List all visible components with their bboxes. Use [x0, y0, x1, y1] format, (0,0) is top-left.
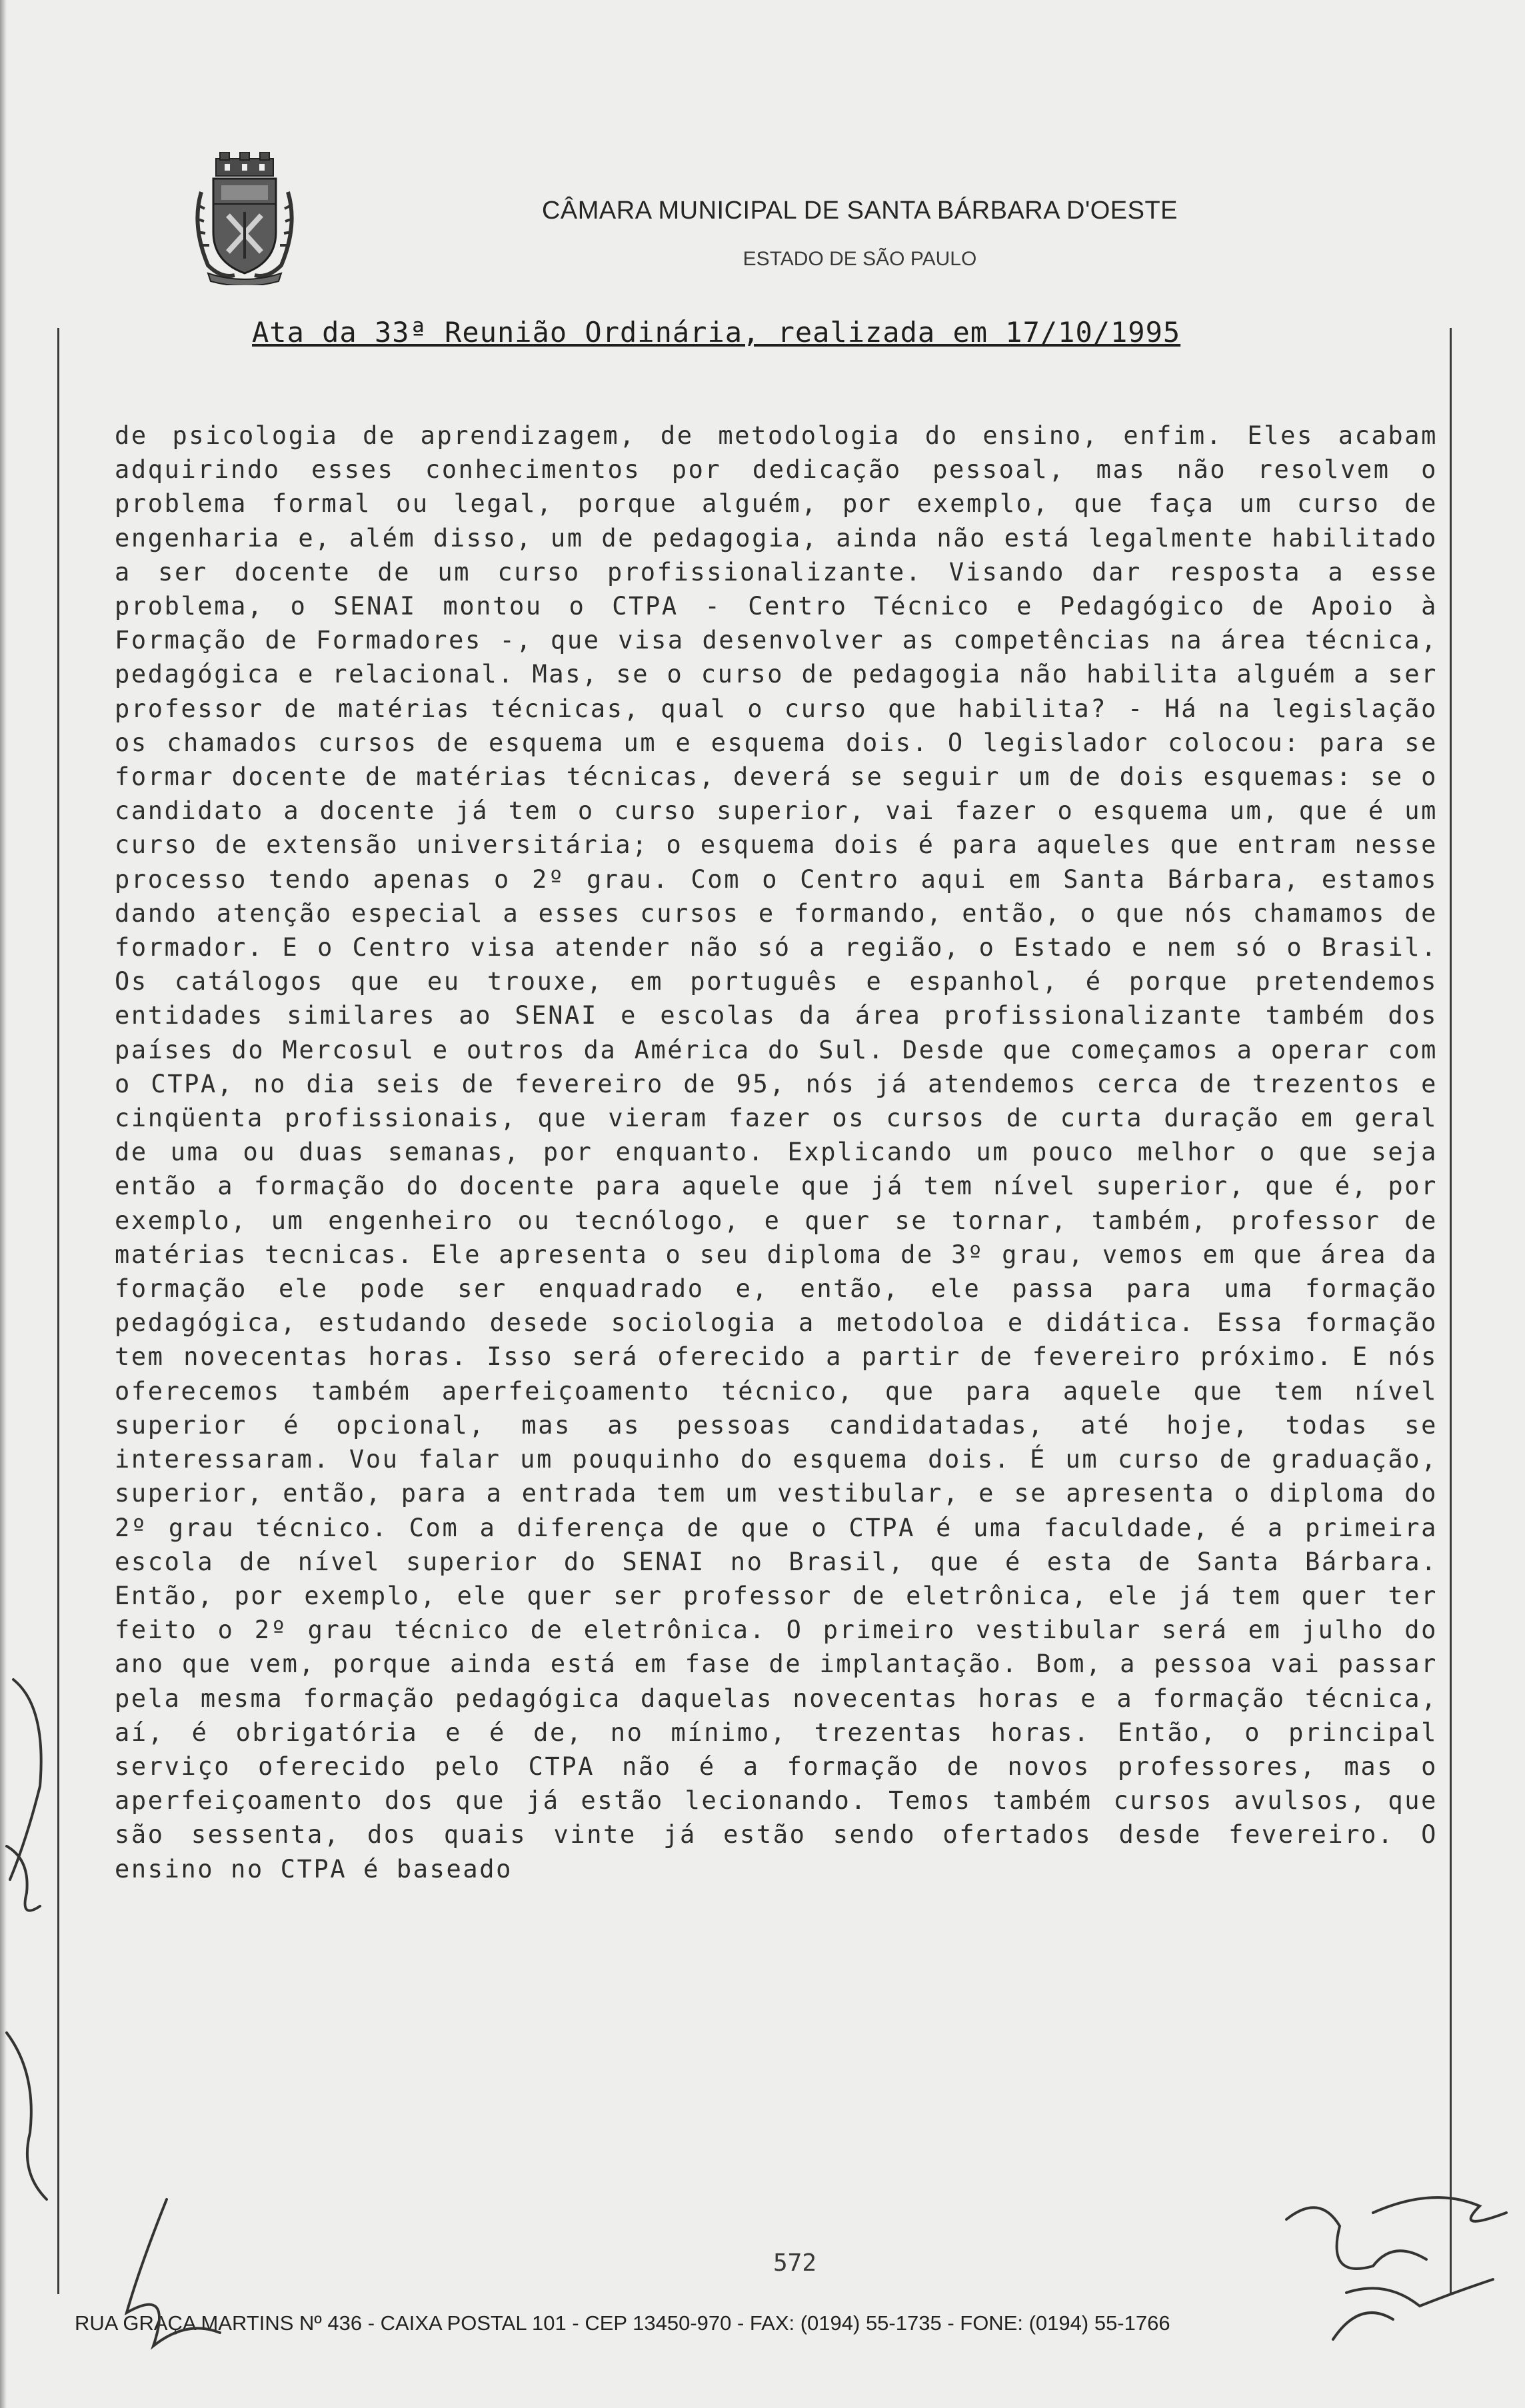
bottom-right-signature-1	[1286, 2207, 1426, 2269]
minutes-title: Ata da 33ª Reunião Ordinária, realizada em 17/10/1995	[252, 316, 1181, 349]
bottom-right-signature-3	[1346, 2279, 1493, 2306]
right-margin-rule	[1450, 328, 1452, 2294]
bottom-right-signature-2	[1373, 2197, 1506, 2221]
minutes-body-text: de psicologia de aprendizagem, de metodologia do ensino, enfim. Eles acabam adquirindo esses conhecimentos por dedicação pessoal, mas não resolvem o problema formal ou legal, porque alguém, por exemplo, que faça um curso de engenharia e, além disso, um de pedagogia, ainda não está legalmente habilitado a ser docente de um curso profissionalizante. Visando dar resposta a esse problema, o SENAI montou o CTPA - Centro Técnico e Pedagógico de Apoio à Formação de Formadores -, que visa desenvolver as competências na área técnica, pedagógica e relacional. Mas, se o curso de pedagogia não habilita alguém a ser professor de matérias técnicas, qual o curso que habilita? - Há na legislação os chamados cursos de esquema um e esquema dois. O legislador colocou: para se formar docente de matérias técnicas, deverá se seguir um de dois esquemas: se o candidato a docente já tem o curso superior, vai fazer o esquema um, que é um curso de extensão universitária; o esquema dois é para aqueles que entram nesse processo tendo apenas o 2º grau. Com o Centro aqui em Santa Bárbara, estamos dando atenção especial a esses cursos e formando, então, o que nós chamamos de formador. E o Centro visa atender não só a região, o Estado e nem só o Brasil. Os catálogos que eu trouxe, em português e espanhol, é porque pretendemos entidades similares ao SENAI e escolas da área profissionalizante também dos países do Mercosul e outros da América do Sul. Desde que começamos a operar com o CTPA, no dia seis de fevereiro de 95, nós já atendemos cerca de trezentos e cinqüenta profissionais, que vieram fazer os cursos de curta duração em geral de uma ou duas semanas, por enquanto. Explicando um pouco melhor o que seja então a formação do docente para aquele que já tem nível superior, que é, por exemplo, um engenheiro ou tecnólogo, e quer se tornar, também, professor de matérias tecnicas. Ele apresenta o seu diploma de 3º grau, vemos em que área da formação ele pode ser enquadrado e, então, ele passa para uma formação pedagógica, estudando desede sociologia a metodoloa e didática. Essa formação tem novecentas horas. Isso será oferecido a partir de fevereiro próximo. E nós oferecemos também aperfeiçoamento técnico, que para aquele que tem nível superior é opcional, mas as pessoas candidatadas, até hoje, todas se interessaram. Vou falar um pouquinho do esquema dois. É um curso de graduação, superior, então, para a entrada tem um vestibular, e se apresenta o diploma do 2º grau técnico. Com a diferença de que o CTPA é uma faculdade, é a primeira escola de nível superior do SENAI no Brasil, que é esta de Santa Bárbara. Então, por exemplo, ele quer ser professor de eletrônica, ele já tem quer ter feito o 2º grau técnico de eletrônica. O primeiro vestibular será em julho do ano que vem, porque ainda está em fase de implantação. Bom, a pessoa vai passar pela mesma formação pedagógica daquelas novecentas horas e a formação técnica, aí, é obrigatória e é de, no mínimo, trezentas horas. Então, o principal serviço oferecido pelo CTPA não é a formação de novos professores, mas o aperfeiçoamento dos que já estão lecionando. Temos também cursos avulsos, que são sessenta, dos quais vinte já estão sendo ofertados desde fevereiro. O ensino no CTPA é baseado	[115, 421, 1438, 1883]
left-margin-rule	[57, 328, 59, 2294]
margin-initial-signature-3	[7, 2033, 47, 2199]
page-number: 572	[773, 2249, 817, 2277]
municipal-coat-of-arms-icon	[188, 152, 301, 285]
margin-initial-signature-1	[10, 1680, 41, 1879]
scan-edge-shadow	[0, 0, 7, 2408]
footer-address: RUA GRAÇA MARTINS Nº 436 - CAIXA POSTAL 101 - CEP 13450-970 - FAX: (0194) 55-1735 - FONE: (0194) 55-1766	[75, 2311, 1170, 2335]
margin-initial-signature-2	[7, 1846, 40, 1911]
state-name-subheading: ESTADO DE SÃO PAULO	[743, 248, 977, 270]
council-name-heading: CÂMARA MUNICIPAL DE SANTA BÁRBARA D'OESTE	[541, 197, 1178, 225]
